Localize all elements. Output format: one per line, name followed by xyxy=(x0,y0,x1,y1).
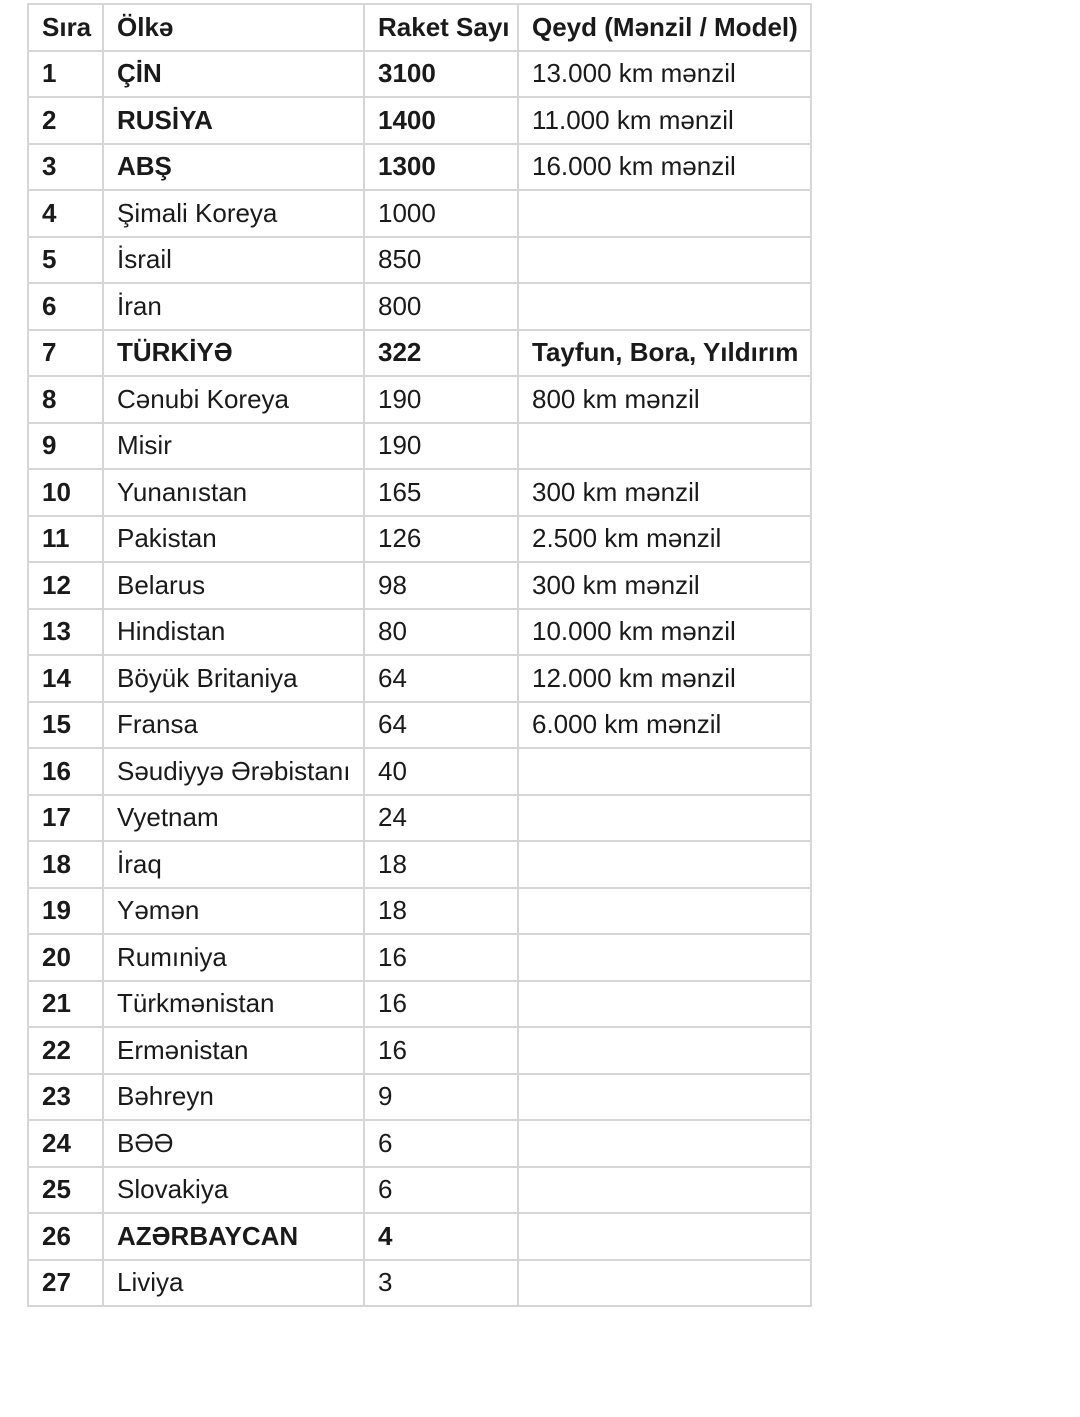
country-cell: Şimali Koreya xyxy=(103,190,364,237)
rank-cell: 7 xyxy=(28,330,103,377)
country-cell: Rumıniya xyxy=(103,934,364,981)
rank-cell: 27 xyxy=(28,1260,103,1307)
table-row xyxy=(28,1260,811,1307)
rank-cell: 15 xyxy=(28,702,103,749)
note-cell: 10.000 km mənzil xyxy=(518,609,811,656)
rank-cell: 16 xyxy=(28,748,103,795)
country-cell: Liviya xyxy=(103,1260,364,1307)
note-cell xyxy=(518,1260,811,1307)
table-row xyxy=(28,516,811,563)
count-cell: 40 xyxy=(364,748,518,795)
note-cell: 6.000 km mənzil xyxy=(518,702,811,749)
count-cell: 24 xyxy=(364,795,518,842)
count-cell: 850 xyxy=(364,237,518,284)
note-cell xyxy=(518,283,811,330)
count-cell: 190 xyxy=(364,423,518,470)
country-cell: Səudiyyə Ərəbistanı xyxy=(103,748,364,795)
country-cell: Belarus xyxy=(103,562,364,609)
header-country: Ölkə xyxy=(103,4,364,51)
table-body xyxy=(28,51,811,1307)
count-cell: 165 xyxy=(364,469,518,516)
table-row xyxy=(28,841,811,888)
table-row xyxy=(28,888,811,935)
count-cell: 3100 xyxy=(364,51,518,98)
note-cell xyxy=(518,1120,811,1167)
note-cell xyxy=(518,190,811,237)
rank-cell: 22 xyxy=(28,1027,103,1074)
country-cell: Misir xyxy=(103,423,364,470)
rank-cell: 4 xyxy=(28,190,103,237)
country-cell: Fransa xyxy=(103,702,364,749)
table-row xyxy=(28,609,811,656)
country-cell: BƏƏ xyxy=(103,1120,364,1167)
table-row xyxy=(28,283,811,330)
rank-cell: 26 xyxy=(28,1213,103,1260)
table-row xyxy=(28,1074,811,1121)
table-row xyxy=(28,1167,811,1214)
count-cell: 126 xyxy=(364,516,518,563)
country-cell: ABŞ xyxy=(103,144,364,191)
header-rank: Sıra xyxy=(28,4,103,51)
table-row xyxy=(28,469,811,516)
note-cell xyxy=(518,237,811,284)
count-cell: 4 xyxy=(364,1213,518,1260)
rank-cell: 3 xyxy=(28,144,103,191)
country-cell: TÜRKİYƏ xyxy=(103,330,364,377)
country-cell: Cənubi Koreya xyxy=(103,376,364,423)
note-cell: 16.000 km mənzil xyxy=(518,144,811,191)
count-cell: 800 xyxy=(364,283,518,330)
table-row xyxy=(28,655,811,702)
rank-cell: 25 xyxy=(28,1167,103,1214)
count-cell: 16 xyxy=(364,934,518,981)
header-note: Qeyd (Mənzil / Model) xyxy=(518,4,811,51)
note-cell xyxy=(518,841,811,888)
table-row xyxy=(28,795,811,842)
country-cell: İsrail xyxy=(103,237,364,284)
country-cell: Yəmən xyxy=(103,888,364,935)
note-cell: 13.000 km mənzil xyxy=(518,51,811,98)
table-row xyxy=(28,1213,811,1260)
country-cell: Türkmənistan xyxy=(103,981,364,1028)
count-cell: 64 xyxy=(364,702,518,749)
rank-cell: 1 xyxy=(28,51,103,98)
country-cell: Slovakiya xyxy=(103,1167,364,1214)
rank-cell: 12 xyxy=(28,562,103,609)
note-cell: 2.500 km mənzil xyxy=(518,516,811,563)
count-cell: 18 xyxy=(364,888,518,935)
rank-cell: 21 xyxy=(28,981,103,1028)
count-cell: 18 xyxy=(364,841,518,888)
rank-cell: 17 xyxy=(28,795,103,842)
table-row xyxy=(28,702,811,749)
note-cell xyxy=(518,1074,811,1121)
table-row xyxy=(28,562,811,609)
table-row xyxy=(28,1027,811,1074)
country-cell: AZƏRBAYCAN xyxy=(103,1213,364,1260)
country-cell: Yunanıstan xyxy=(103,469,364,516)
rank-cell: 2 xyxy=(28,97,103,144)
note-cell: Tayfun, Bora, Yıldırım xyxy=(518,330,811,377)
rank-cell: 23 xyxy=(28,1074,103,1121)
rank-cell: 14 xyxy=(28,655,103,702)
rank-cell: 8 xyxy=(28,376,103,423)
country-cell: Bəhreyn xyxy=(103,1074,364,1121)
note-cell xyxy=(518,1167,811,1214)
rank-cell: 24 xyxy=(28,1120,103,1167)
country-cell: ÇİN xyxy=(103,51,364,98)
table-row xyxy=(28,934,811,981)
rank-cell: 20 xyxy=(28,934,103,981)
header-count: Raket Sayı xyxy=(364,4,518,51)
rank-cell: 18 xyxy=(28,841,103,888)
note-cell xyxy=(518,1027,811,1074)
country-cell: İran xyxy=(103,283,364,330)
note-cell: 12.000 km mənzil xyxy=(518,655,811,702)
count-cell: 1000 xyxy=(364,190,518,237)
country-cell: Ermənistan xyxy=(103,1027,364,1074)
table-row xyxy=(28,237,811,284)
country-cell: Böyük Britaniya xyxy=(103,655,364,702)
count-cell: 190 xyxy=(364,376,518,423)
note-cell xyxy=(518,981,811,1028)
rank-cell: 13 xyxy=(28,609,103,656)
count-cell: 16 xyxy=(364,1027,518,1074)
count-cell: 80 xyxy=(364,609,518,656)
count-cell: 1400 xyxy=(364,97,518,144)
table-row xyxy=(28,51,811,98)
table-row xyxy=(28,981,811,1028)
missile-table xyxy=(27,3,812,1307)
country-cell: RUSİYA xyxy=(103,97,364,144)
count-cell: 6 xyxy=(364,1120,518,1167)
table-row xyxy=(28,97,811,144)
rank-cell: 9 xyxy=(28,423,103,470)
count-cell: 322 xyxy=(364,330,518,377)
count-cell: 98 xyxy=(364,562,518,609)
table-row xyxy=(28,144,811,191)
table-row xyxy=(28,330,811,377)
rank-cell: 6 xyxy=(28,283,103,330)
header-row xyxy=(28,4,811,51)
rank-cell: 11 xyxy=(28,516,103,563)
note-cell xyxy=(518,795,811,842)
table-row xyxy=(28,748,811,795)
table-row xyxy=(28,376,811,423)
note-cell: 300 km mənzil xyxy=(518,469,811,516)
note-cell: 11.000 km mənzil xyxy=(518,97,811,144)
count-cell: 16 xyxy=(364,981,518,1028)
country-cell: Vyetnam xyxy=(103,795,364,842)
count-cell: 3 xyxy=(364,1260,518,1307)
count-cell: 1300 xyxy=(364,144,518,191)
note-cell: 300 km mənzil xyxy=(518,562,811,609)
count-cell: 64 xyxy=(364,655,518,702)
rank-cell: 19 xyxy=(28,888,103,935)
note-cell xyxy=(518,934,811,981)
rank-cell: 10 xyxy=(28,469,103,516)
count-cell: 6 xyxy=(364,1167,518,1214)
table-row xyxy=(28,190,811,237)
country-cell: Hindistan xyxy=(103,609,364,656)
country-cell: İraq xyxy=(103,841,364,888)
table-row xyxy=(28,423,811,470)
count-cell: 9 xyxy=(364,1074,518,1121)
missile-table-container xyxy=(27,3,812,1307)
note-cell xyxy=(518,888,811,935)
table-row xyxy=(28,1120,811,1167)
country-cell: Pakistan xyxy=(103,516,364,563)
note-cell: 800 km mənzil xyxy=(518,376,811,423)
rank-cell: 5 xyxy=(28,237,103,284)
note-cell xyxy=(518,1213,811,1260)
note-cell xyxy=(518,748,811,795)
note-cell xyxy=(518,423,811,470)
